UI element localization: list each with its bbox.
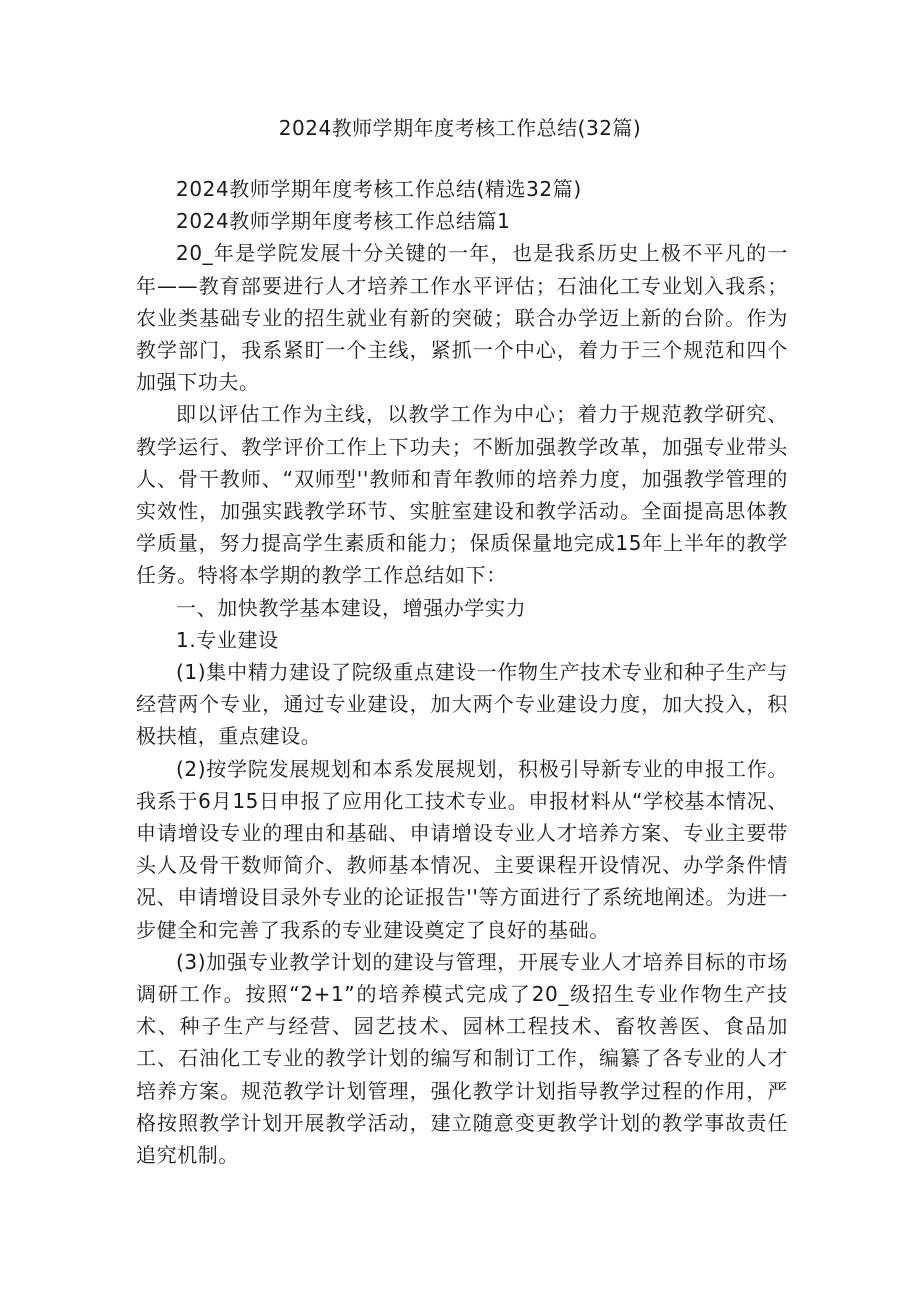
section-heading: 2024教师学期年度考核工作总结篇1 — [176, 209, 511, 234]
paragraph: 20_年是学院发展十分关键的一年，也是我系历史上极不平凡的一年——教育部要进行人才培养工作水平评估；石油化工专业划入我系；农业类基础专业的招生就业有新的突破；联合办学迈上新的台阶。作为教学部门，我系紧盯一个主线，紧抓一个中心，着力于三个规范和四个加强下功夫。 — [136, 241, 788, 395]
document-body — [136, 173, 788, 1171]
subsection-heading: 1.专业建设 — [176, 627, 279, 652]
paragraph: 即以评估工作为主线，以教学工作为中心；着力于规范教学研究、教学运行、教学评价工作上下功夫；不断加强教学改革，加强专业带头人、骨干教师、“双师型''教师和青年教师的培养力度，加强教学管理的实效性，加强实践教学环节、实脏室建设和教学活动。全面提高思体教学质量，努力提高学生素质和能力；保质保量地完成15年上半年的教学任务。特将本学期的教学工作总结如下： — [136, 402, 788, 588]
paragraph: (2)按学院发展规划和本系发展规划，积极引导新专业的申报工作。我系于6月15日申报了应用化工技术专业。申报材料从“学校基本情况、申请增设专业的理由和基础、申请增设专业人才培养方案、专业主要带头人及骨干数师简介、教师基本情况、主要课程开设情况、办学条件情况、申请增设目录外专业的论证报告''等方面进行了系统地阐述。为进一步健全和完善了我系的专业建设奠定了良好的基础。 — [136, 756, 788, 942]
paragraph: (3)加强专业教学计划的建设与管理，开展专业人才培养目标的市场调研工作。按照“2+1”的培养模式完成了20_级招生专业作物生产技术、种子生产与经营、园艺技术、园林工程技术、畜牧善医、食品加工、石油化工专业的教学计划的编写和制订工作，编纂了各专业的人才培养方案。规范教学计划管理，强化教学计划指导教学过程的作用，严格按照教学计划开展教学活动，建立随意变更教学计划的教学事故责任追究机制。 — [136, 949, 788, 1168]
subsection-heading: 一、加快教学基本建设，增强办学实力 — [176, 595, 527, 620]
paragraph: (1)集中精力建设了院级重点建设一作物生产技术专业和种子生产与经营两个专业，通过专业建设，加大两个专业建设力度，加大投入，积极扶植，重点建设。 — [136, 660, 788, 749]
document-subtitle: 2024教师学期年度考核工作总结(精选32篇) — [176, 177, 582, 201]
document-title: 2024教师学期年度考核工作总结(32篇) — [278, 116, 642, 140]
